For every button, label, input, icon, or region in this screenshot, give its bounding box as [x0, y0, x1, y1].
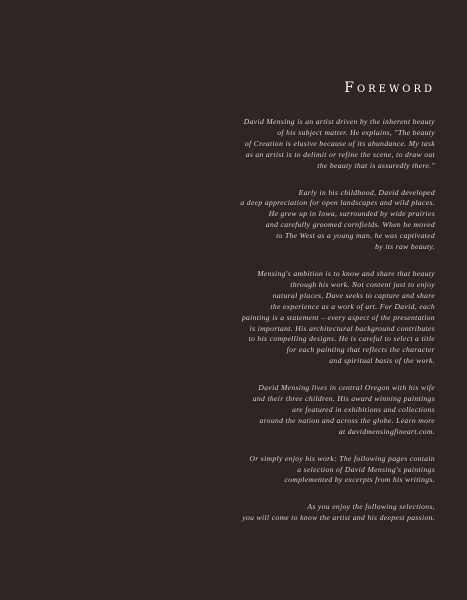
paragraph-3 [15, 269, 435, 367]
text-line: by its raw beauty. [375, 242, 435, 252]
text-line: the experience as a work of art. For David, each [270, 301, 435, 311]
text-line: a selection of David Mensing's paintings [297, 464, 435, 474]
page-title: Foreword [344, 80, 435, 96]
text-line: painting is a statement – every aspect of the presentation [241, 312, 435, 322]
text-line: you will come to know the artist and his deepest passion. [242, 513, 435, 523]
text-line: to The West as a young man, he was captivated [276, 231, 435, 241]
text-line: Mensing's ambition is to know and share that beauty [257, 268, 435, 278]
paragraph-6 [15, 502, 435, 524]
text-line: of his subject matter. He explains, "The beauty [277, 127, 435, 137]
text-line: at davidmensingfineart.com. [338, 426, 435, 436]
text-line: through his work. Not content just to enjoy [290, 279, 435, 289]
paragraph-4 [15, 383, 435, 438]
text-line: around the nation and across the globe. Learn more [259, 415, 435, 425]
text-line: and spiritual basis of the work. [329, 356, 435, 366]
text-line: complemented by excerpts from his writings. [284, 475, 435, 485]
text-line: are featured in exhibitions and collections [292, 404, 435, 414]
text-line: and carefully groomed cornfields. When he moved [265, 220, 435, 230]
text-line: David Mensing lives in central Oregon with his wife [258, 383, 435, 393]
paragraph-1 [15, 117, 435, 172]
text-line: As you enjoy the following selections, [307, 502, 435, 512]
text-line: He grew up in Iowa, surrounded by wide prairies [268, 209, 435, 219]
paragraph-2 [15, 188, 435, 253]
text-line: David Mensing is an artist driven by the inherent beauty [243, 117, 435, 126]
text-line: and their three children. His award winning paintings [252, 394, 435, 404]
text-line: of Creation is elusive because of its abundance. My task [244, 138, 435, 148]
text-line: as an artist is to delimit or refine the scene, to draw out [245, 149, 435, 159]
foreword-body [15, 117, 435, 540]
text-line: to his compelling designs. He is careful to select a title [248, 334, 435, 344]
text-line: the beauty that is assuredly there." [317, 160, 435, 170]
text-line: natural places, Dave seeks to capture and share [272, 290, 435, 300]
paragraph-5 [15, 454, 435, 487]
text-line: is important. His architectural background contributes [249, 323, 435, 333]
text-line: Early in his childhood, David developed [298, 187, 435, 197]
text-line: for each painting that reflects the character [286, 345, 435, 355]
text-line: a deep appreciation for open landscapes and wild places. [240, 198, 435, 208]
text-line: Or simply enjoy his work: The following pages contain [249, 453, 435, 463]
